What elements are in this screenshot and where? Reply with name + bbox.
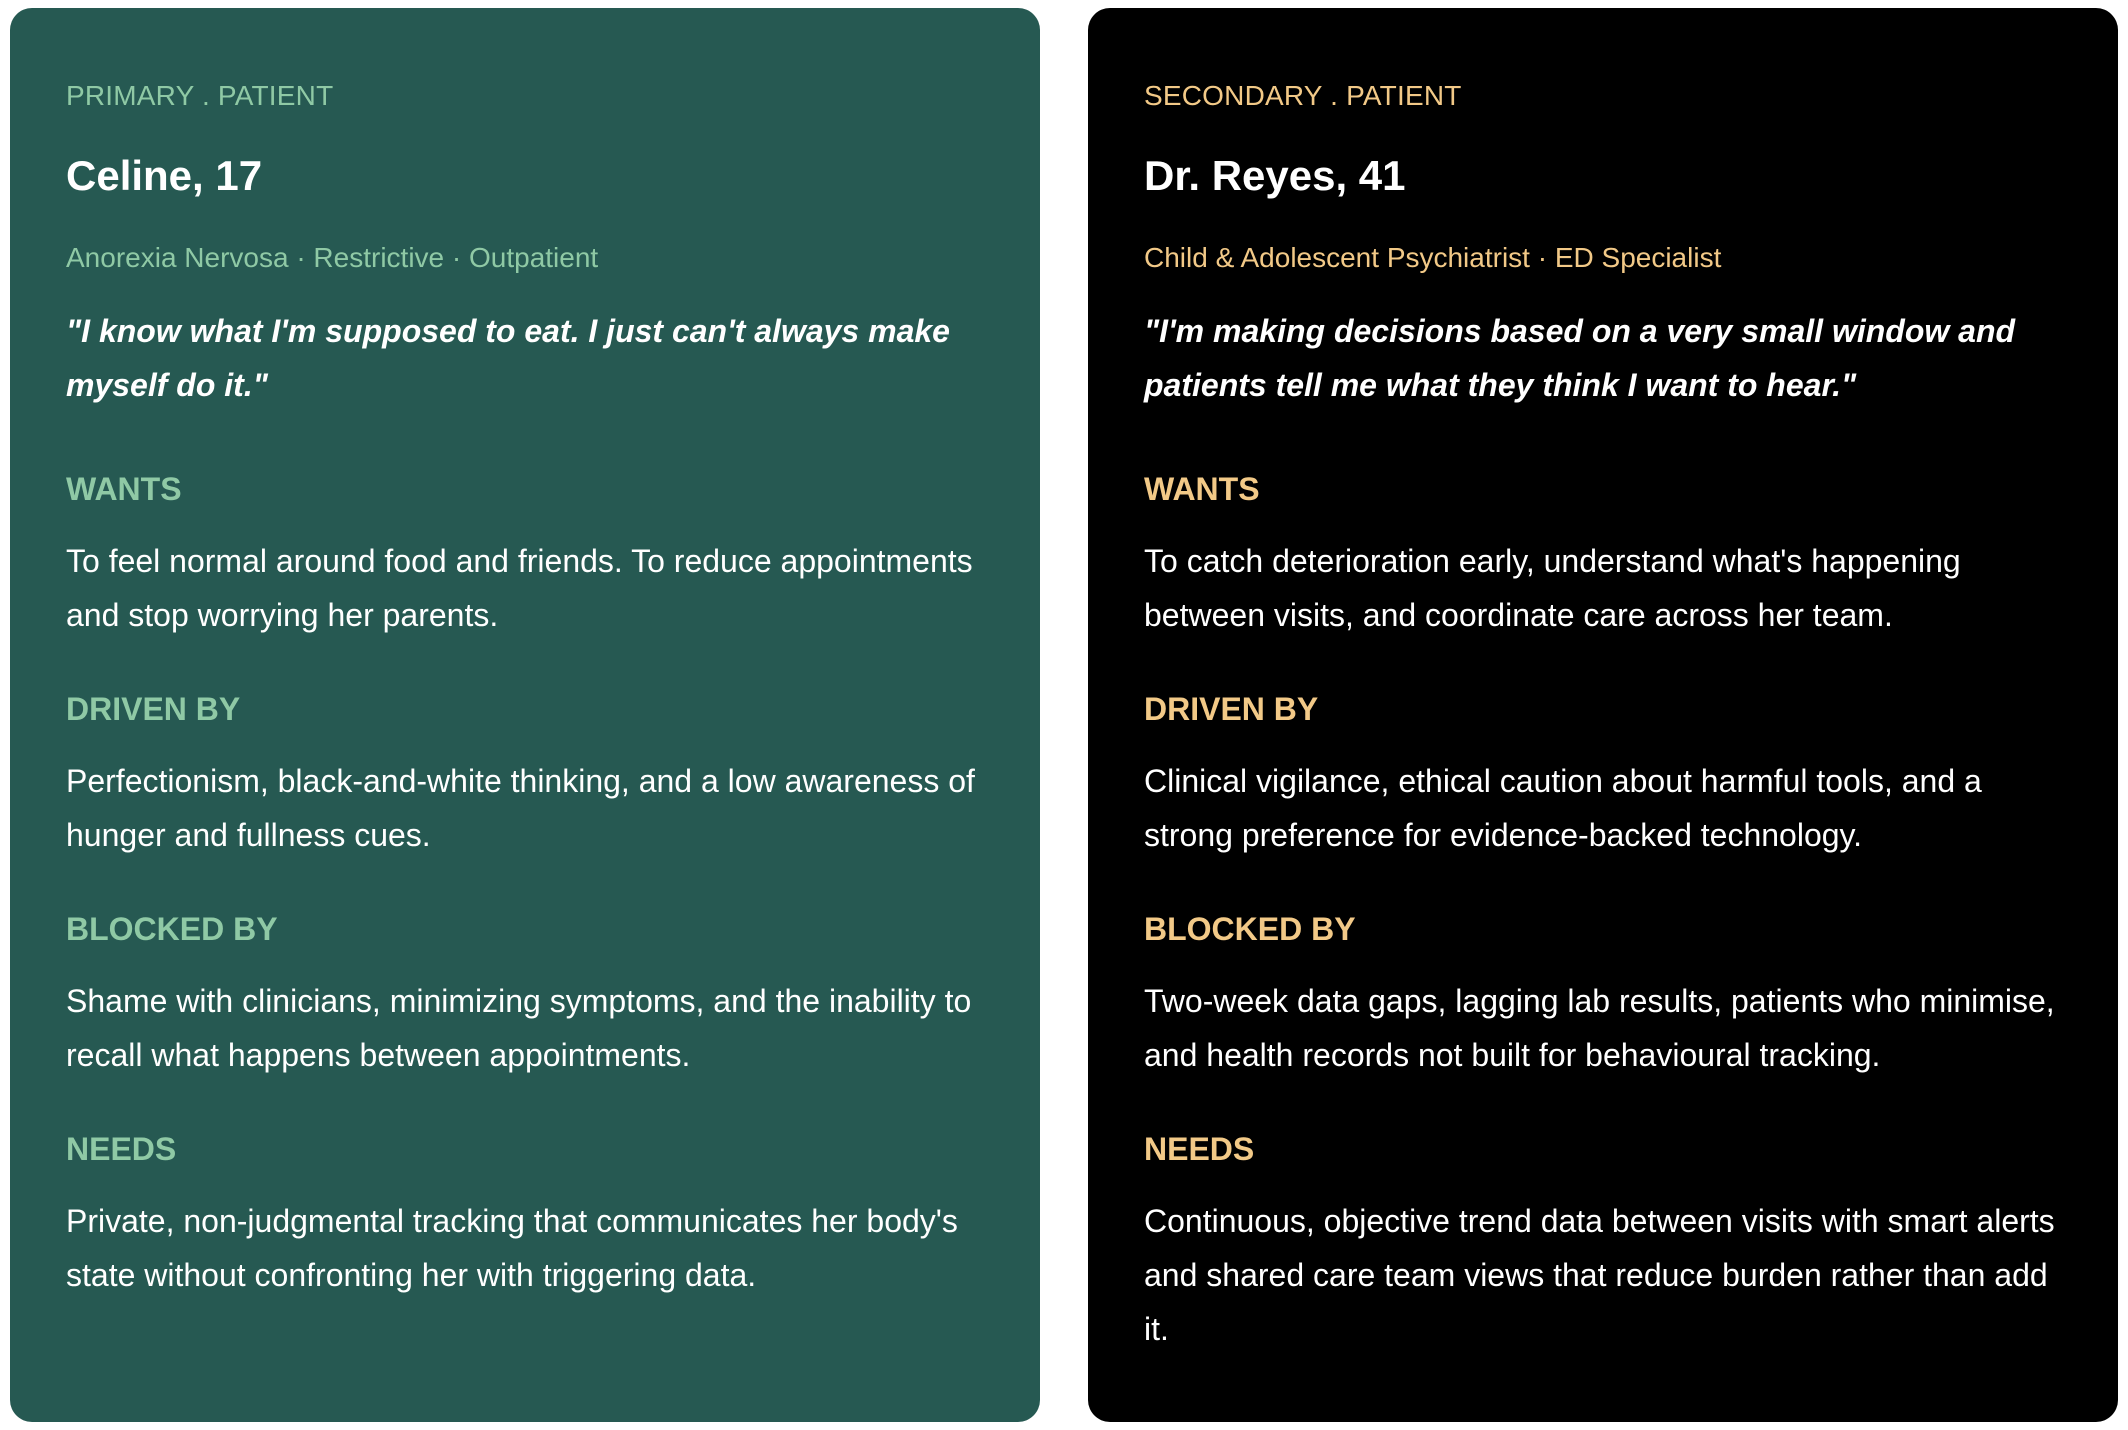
persona-card-secondary (1088, 8, 2118, 1422)
persona-name: Dr. Reyes, 41 (1144, 152, 1406, 199)
section-label: WANTS (1144, 471, 1260, 507)
section-needs (1144, 1126, 2062, 1356)
section-label: NEEDS (1144, 1131, 1255, 1167)
section-body: Shame with clinicians, minimizing symptoms, and the inability to recall what happens between appointments. (66, 983, 972, 1073)
section-driven-by (66, 686, 984, 862)
section-body: Clinical vigilance, ethical caution about harmful tools, and a strong preference for evidence-backed technology. (1144, 763, 1982, 853)
persona-name: Celine, 17 (66, 152, 263, 199)
persona-card-primary (10, 8, 1040, 1422)
persona-quote: "I'm making decisions based on a very small window and patients tell me what they think I want to hear." (1144, 313, 2016, 403)
persona-subtitle: Child & Adolescent Psychiatrist · ED Specialist (1144, 242, 1722, 273)
section-body: Perfectionism, black-and-white thinking, and a low awareness of hunger and fullness cues. (66, 763, 975, 853)
persona-eyebrow: PRIMARY . PATIENT (66, 80, 334, 111)
section-driven-by (1144, 686, 2062, 862)
section-label: WANTS (66, 471, 182, 507)
section-label: BLOCKED BY (1144, 911, 1356, 947)
section-blocked-by (1144, 906, 2062, 1082)
section-body: Private, non-judgmental tracking that communicates her body's state without confronting her with triggering data. (66, 1203, 958, 1293)
persona-quote: "I know what I'm supposed to eat. I just can't always make myself do it." (66, 313, 950, 403)
section-label: BLOCKED BY (66, 911, 278, 947)
persona-eyebrow: SECONDARY . PATIENT (1144, 80, 1462, 111)
section-body: To feel normal around food and friends. To reduce appointments and stop worrying her parents. (66, 543, 973, 633)
section-body: Continuous, objective trend data between visits with smart alerts and shared care team views that reduce burden rather than add it. (1144, 1203, 2055, 1347)
section-needs (66, 1126, 984, 1302)
section-label: DRIVEN BY (66, 691, 241, 727)
section-wants (66, 466, 984, 642)
section-body: Two-week data gaps, lagging lab results, patients who minimise, and health records not built for behavioural tracking. (1144, 983, 2055, 1073)
section-label: DRIVEN BY (1144, 691, 1319, 727)
persona-subtitle: Anorexia Nervosa · Restrictive · Outpatient (66, 242, 599, 273)
section-wants (1144, 466, 2062, 642)
section-blocked-by (66, 906, 984, 1082)
section-label: NEEDS (66, 1131, 177, 1167)
section-body: To catch deterioration early, understand what's happening between visits, and coordinate care across her team. (1144, 543, 1961, 633)
